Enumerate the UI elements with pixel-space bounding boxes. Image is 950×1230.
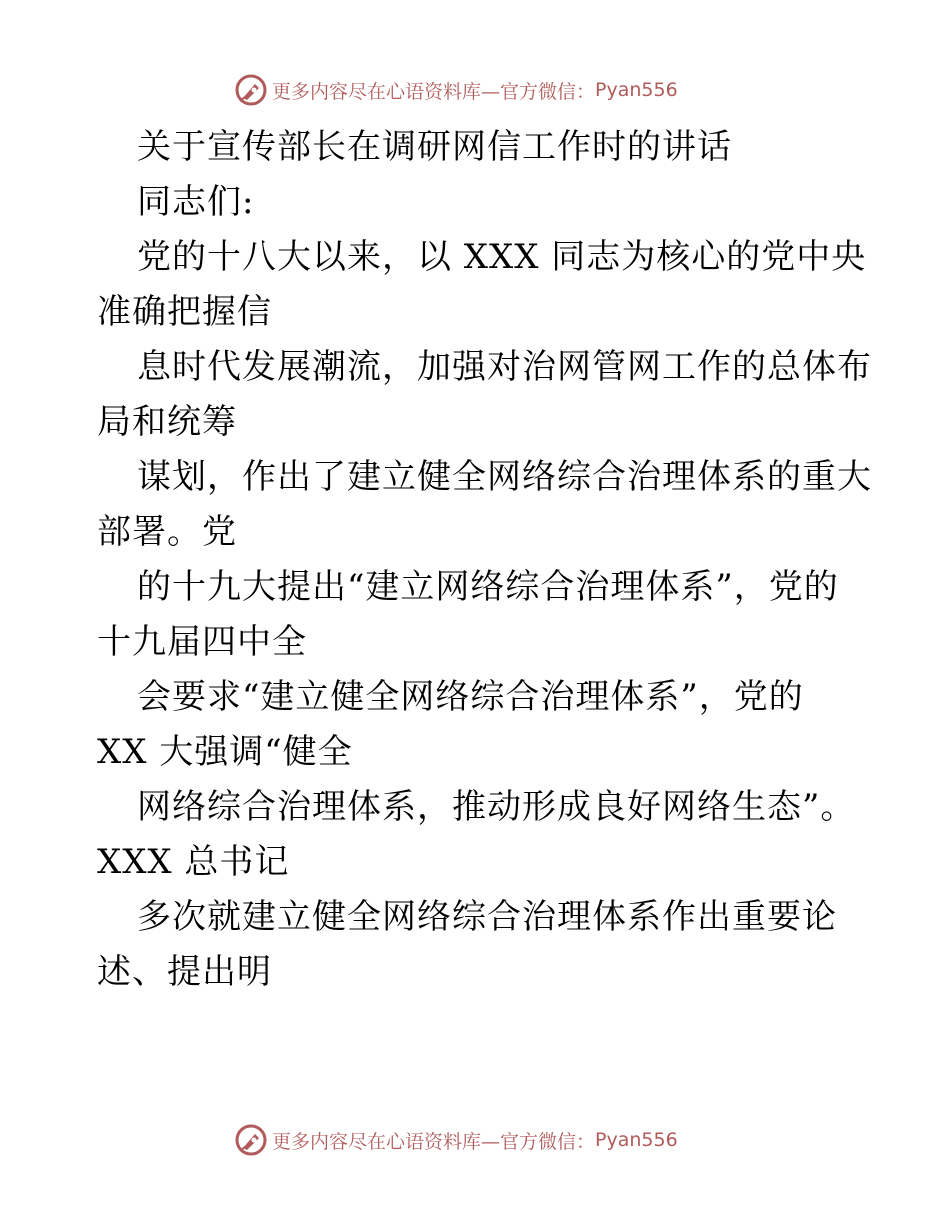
text-line: XX 大强调“健全: [97, 732, 353, 772]
pen-nib-logo-icon: [234, 73, 268, 107]
text-line: 局和统筹: [97, 402, 237, 442]
text-line: 多次就建立健全网络综合治理体系作出重要论: [137, 897, 837, 937]
banner-text: 更多内容尽在心语资料库—官方微信：: [272, 1130, 596, 1153]
text-line: 息时代发展潮流，加强对治网管网工作的总体布: [137, 347, 872, 387]
text-line: 准确把握信: [97, 292, 272, 332]
text-line: 述、提出明: [97, 952, 272, 992]
text-line: 党的十八大以来，以 XXX 同志为核心的党中央: [137, 237, 867, 277]
text-line: 的十九大提出“建立网络综合治理体系”，党的: [137, 567, 839, 607]
text-line: XXX 总书记: [97, 842, 290, 882]
header-banner: [234, 72, 678, 108]
text-line: 谋划，作出了建立健全网络综合治理体系的重大: [137, 457, 872, 497]
text-line: 十九届四中全: [97, 622, 307, 662]
banner-text: 更多内容尽在心语资料库—官方微信：: [272, 80, 596, 103]
text-line: 关于宣传部长在调研网信工作时的讲话: [137, 127, 732, 167]
document-body: [97, 120, 897, 1000]
text-line: 部署。党: [97, 512, 237, 552]
pen-nib-logo-icon: [234, 1123, 268, 1157]
text-line: 网络综合治理体系，推动形成良好网络生态”。: [137, 787, 856, 827]
text-line: 会要求“建立健全网络综合治理体系”，党的: [137, 677, 804, 717]
banner-wechat-id: Pyan556: [595, 1129, 678, 1151]
text-line: 同志们:: [137, 182, 255, 222]
banner-wechat-id: Pyan556: [595, 79, 678, 101]
footer-banner: [234, 1122, 678, 1158]
